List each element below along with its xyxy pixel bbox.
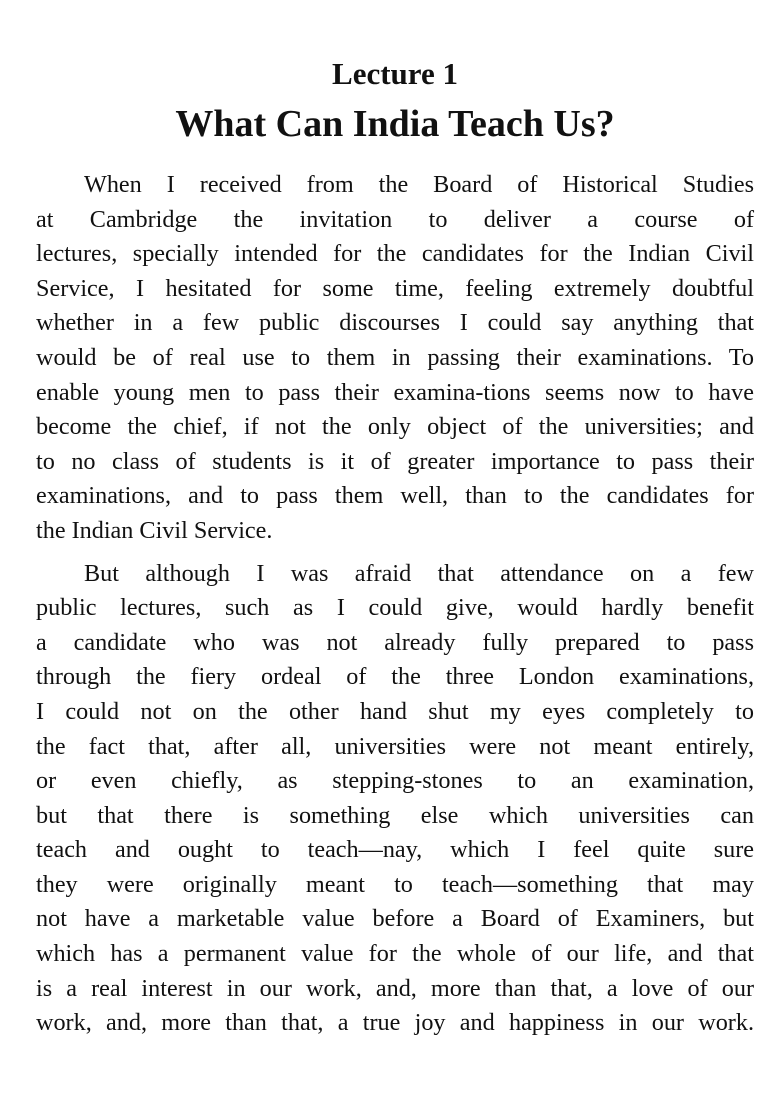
paragraph-line: work, and, more than that, a true joy and happiness in our work. (36, 1009, 754, 1037)
paragraph-1 (36, 168, 754, 549)
paragraph-line: at Cambridge the invitation to deliver a course of (36, 205, 754, 233)
paragraph-line: to no class of students is it of greater importance to pass their (36, 447, 754, 475)
paragraph-line: they were originally meant to teach—something that may (36, 870, 754, 898)
paragraph-line: become the chief, if not the only object of the universities; and (36, 413, 754, 441)
paragraph-line: the Indian Civil Service. (36, 516, 273, 544)
paragraph-line: teach and ought to teach—nay, which I feel quite sure (36, 836, 754, 864)
paragraph-line: the fact that, after all, universities were not meant entirely, (36, 732, 754, 760)
paragraph-line: would be of real use to them in passing their examinations. To (36, 343, 754, 371)
paragraph-line: through the fiery ordeal of the three London examinations, (36, 663, 754, 691)
paragraph-line: enable young men to pass their examina-tions seems now to have (36, 378, 754, 406)
paragraph-line: Service, I hesitated for some time, feeling extremely doubtful (36, 274, 754, 302)
paragraph-line: examinations, and to pass them well, than to the candidates for (36, 482, 754, 510)
paragraph-line: whether in a few public discourses I could say anything that (36, 309, 754, 337)
lecture-number: Lecture 1 (332, 56, 458, 91)
paragraph-line: is a real interest in our work, and, more than that, a love of our (36, 974, 754, 1002)
paragraph-line: But although I was afraid that attendance on a few (84, 559, 754, 587)
lecture-title: What Can India Teach Us? (175, 103, 615, 145)
paragraph-line: not have a marketable value before a Board of Examiners, but (36, 905, 754, 933)
paragraph-line: but that there is something else which universities can (36, 801, 754, 829)
paragraph-line: I could not on the other hand shut my eyes completely to (36, 697, 754, 725)
paragraph-line: a candidate who was not already fully prepared to pass (36, 628, 754, 656)
paragraph-line: or even chiefly, as stepping-stones to an examination, (36, 767, 754, 795)
paragraph-2 (36, 557, 754, 1041)
paragraph-line: public lectures, such as I could give, would hardly benefit (36, 594, 754, 622)
body-text (36, 168, 754, 1041)
document-page (36, 52, 754, 1049)
paragraph-line: which has a permanent value for the whole of our life, and that (36, 940, 754, 968)
paragraph-line: When I received from the Board of Historical Studies (84, 171, 754, 198)
paragraph-line: lectures, specially intended for the candidates for the Indian Civil (36, 240, 754, 268)
